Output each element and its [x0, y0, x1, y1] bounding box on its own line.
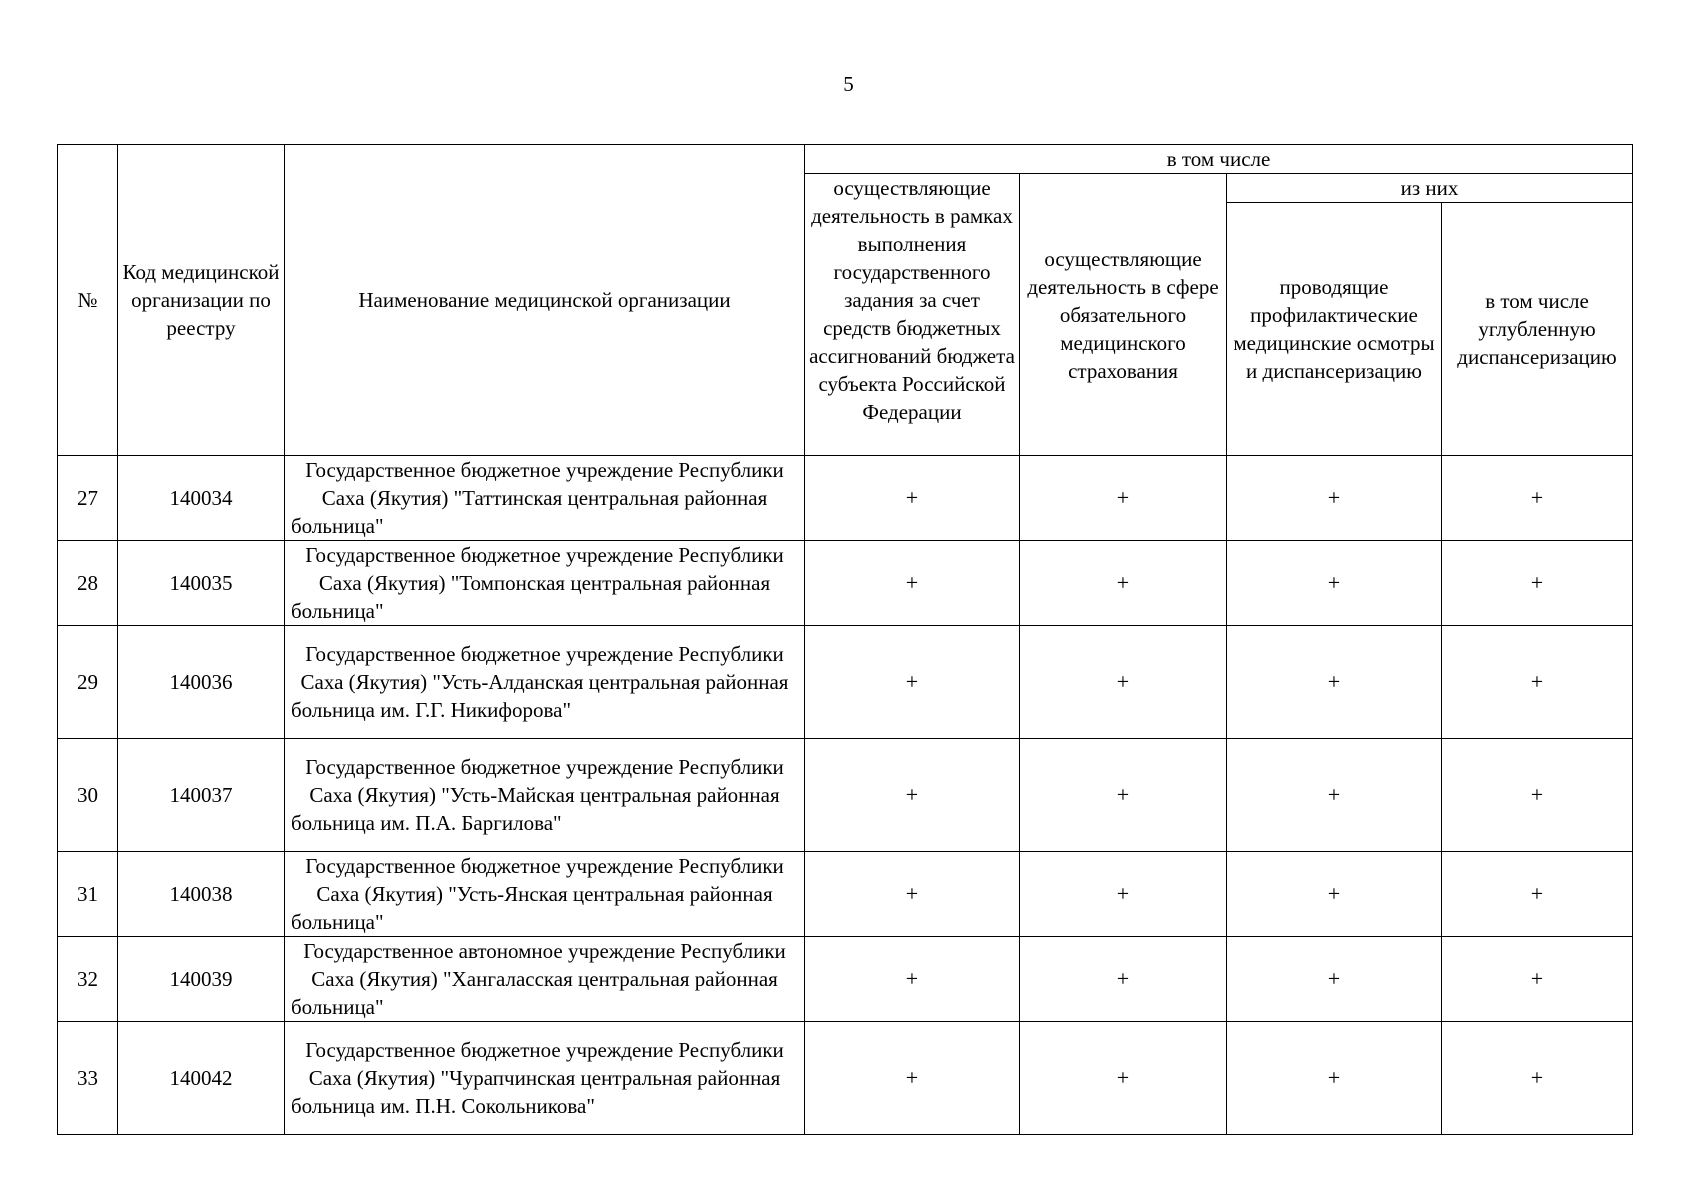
- row-mark-oms: +: [1020, 1022, 1227, 1135]
- row-mark-oms: +: [1020, 739, 1227, 852]
- row-num: 31: [58, 852, 118, 937]
- medical-organizations-table: [57, 144, 1633, 1135]
- row-code: 140036: [118, 626, 285, 739]
- row-mark-deep: +: [1442, 541, 1633, 626]
- row-mark-state-task: +: [805, 456, 1020, 541]
- row-mark-deep: +: [1442, 937, 1633, 1022]
- row-mark-oms: +: [1020, 937, 1227, 1022]
- row-mark-state-task: +: [805, 852, 1020, 937]
- header-prophylactic: проводящие профилактические медицинские осмотры и диспансеризацию: [1227, 203, 1442, 456]
- row-mark-prophylactic: +: [1227, 937, 1442, 1022]
- row-mark-state-task: +: [805, 626, 1020, 739]
- row-mark-prophylactic: +: [1227, 626, 1442, 739]
- header-code: Код медицинской организации по реестру: [118, 145, 285, 456]
- row-mark-oms: +: [1020, 456, 1227, 541]
- row-name: Государственное бюджетное учреждение Республики Саха (Якутия) "Усть-Янская центральная районная больница": [285, 852, 805, 937]
- table-row: [58, 852, 1633, 937]
- row-code: 140042: [118, 1022, 285, 1135]
- header-state-task: осуществляющие деятельность в рамках выполнения государственного задания за счет средств бюджетных ассигнований бюджета субъекта Российской Федерации: [805, 174, 1020, 456]
- row-mark-deep: +: [1442, 626, 1633, 739]
- row-mark-deep: +: [1442, 456, 1633, 541]
- row-name: Государственное бюджетное учреждение Республики Саха (Якутия) "Усть-Майская центральная районная больница им. П.А. Баргилова": [285, 739, 805, 852]
- header-including: в том числе: [805, 145, 1633, 174]
- row-mark-oms: +: [1020, 852, 1227, 937]
- row-mark-state-task: +: [805, 1022, 1020, 1135]
- table-row: [58, 541, 1633, 626]
- row-num: 28: [58, 541, 118, 626]
- row-code: 140037: [118, 739, 285, 852]
- row-name: Государственное бюджетное учреждение Республики Саха (Якутия) "Таттинская центральная районная больница": [285, 456, 805, 541]
- row-name: Государственное бюджетное учреждение Республики Саха (Якутия) "Усть-Алданская центральная районная больница им. Г.Г. Никифорова": [285, 626, 805, 739]
- row-mark-prophylactic: +: [1227, 1022, 1442, 1135]
- table-row: [58, 937, 1633, 1022]
- header-oms: осуществляющие деятельность в сфере обязательного медицинского страхования: [1020, 174, 1227, 456]
- row-num: 32: [58, 937, 118, 1022]
- table-row: [58, 739, 1633, 852]
- row-mark-prophylactic: +: [1227, 541, 1442, 626]
- row-mark-state-task: +: [805, 937, 1020, 1022]
- row-mark-state-task: +: [805, 739, 1020, 852]
- row-mark-oms: +: [1020, 541, 1227, 626]
- page-number: 5: [843, 72, 854, 96]
- row-name: Государственное бюджетное учреждение Республики Саха (Якутия) "Чурапчинская центральная районная больница им. П.Н. Сокольникова": [285, 1022, 805, 1135]
- row-mark-oms: +: [1020, 626, 1227, 739]
- header-num: №: [58, 145, 118, 456]
- row-code: 140035: [118, 541, 285, 626]
- row-mark-deep: +: [1442, 739, 1633, 852]
- table-row: [58, 1022, 1633, 1135]
- row-name: Государственное бюджетное учреждение Республики Саха (Якутия) "Томпонская центральная районная больница": [285, 541, 805, 626]
- row-num: 33: [58, 1022, 118, 1135]
- table-row: [58, 456, 1633, 541]
- row-code: 140038: [118, 852, 285, 937]
- row-code: 140039: [118, 937, 285, 1022]
- header-name: Наименование медицинской организации: [285, 145, 805, 456]
- row-mark-prophylactic: +: [1227, 739, 1442, 852]
- row-mark-prophylactic: +: [1227, 852, 1442, 937]
- row-num: 29: [58, 626, 118, 739]
- row-mark-deep: +: [1442, 852, 1633, 937]
- header-of-them: из них: [1227, 174, 1633, 203]
- row-num: 30: [58, 739, 118, 852]
- row-mark-deep: +: [1442, 1022, 1633, 1135]
- row-mark-prophylactic: +: [1227, 456, 1442, 541]
- header-row-top: [58, 145, 1633, 174]
- row-name: Государственное автономное учреждение Республики Саха (Якутия) "Хангаласская центральная районная больница": [285, 937, 805, 1022]
- row-code: 140034: [118, 456, 285, 541]
- row-num: 27: [58, 456, 118, 541]
- row-mark-state-task: +: [805, 541, 1020, 626]
- table-row: [58, 626, 1633, 739]
- header-deep: в том числе углубленную диспансеризацию: [1442, 203, 1633, 456]
